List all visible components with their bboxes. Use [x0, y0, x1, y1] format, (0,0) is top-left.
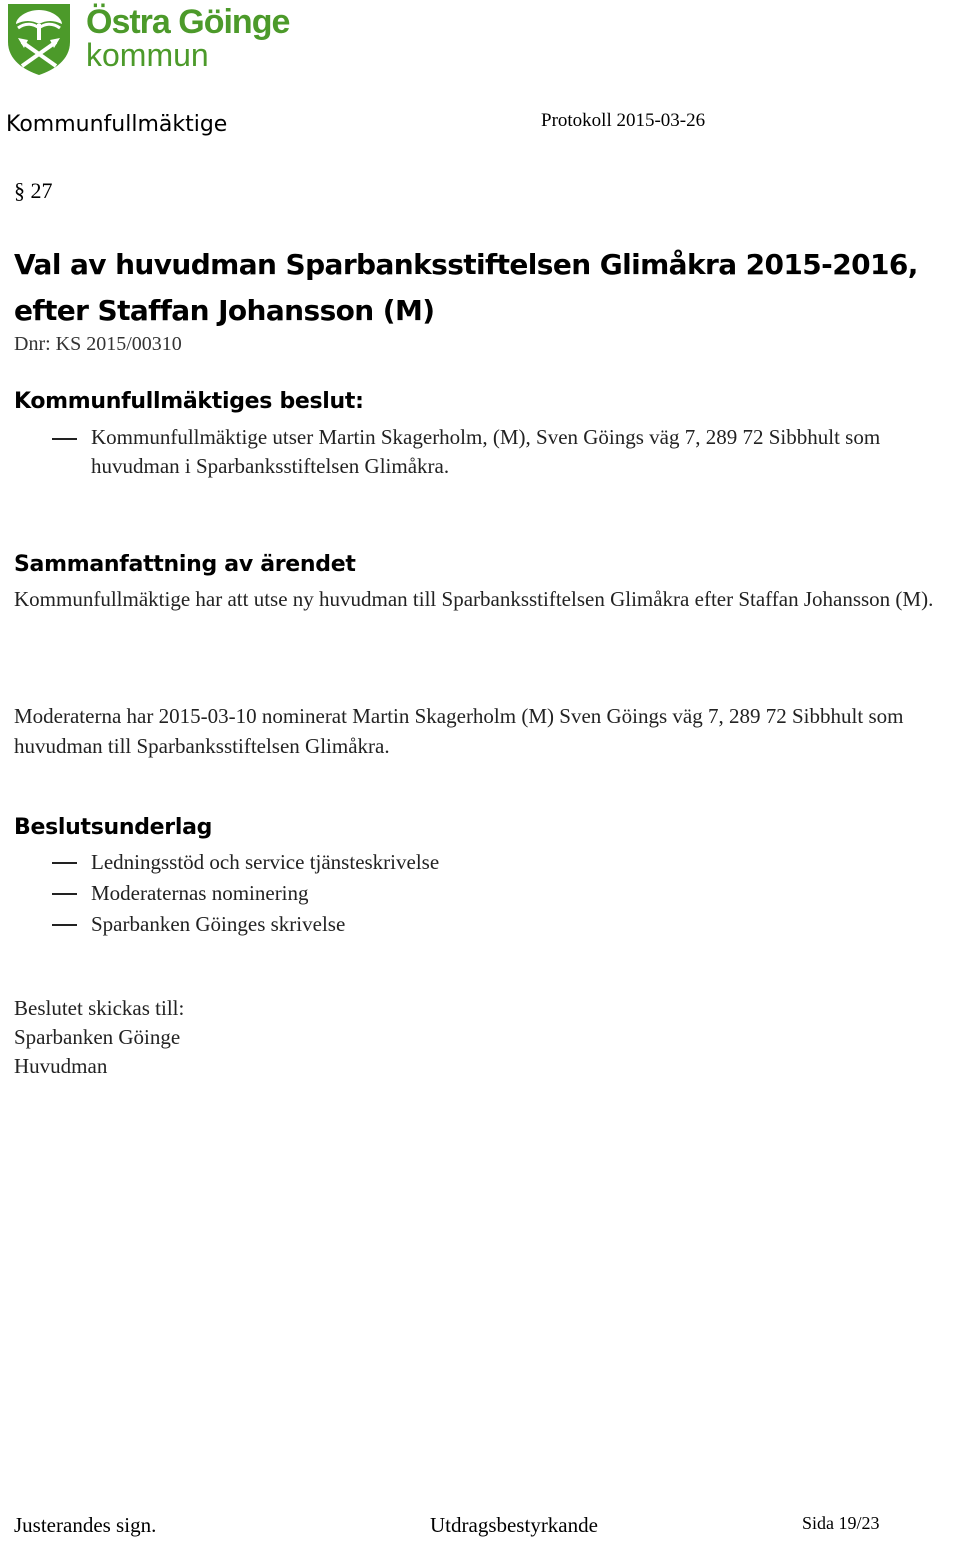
basis-item-text: Moderaternas nominering	[91, 881, 309, 905]
logo-name: Östra Göinge	[86, 3, 290, 41]
coat-of-arms-icon	[6, 2, 72, 76]
basis-heading: Beslutsunderlag	[14, 815, 213, 840]
basis-item-text: Ledningsstöd och service tjänsteskrivelse	[91, 850, 440, 874]
summary-heading: Sammanfattning av ärendet	[14, 552, 356, 577]
case-number: Dnr: KS 2015/00310	[14, 333, 182, 355]
dash-bullet-icon	[52, 924, 77, 926]
footer-page-number: Sida 19/23	[802, 1513, 880, 1533]
list-item	[14, 423, 944, 481]
list-item	[14, 909, 914, 940]
summary-paragraph-1: Kommunfullmäktige har att utse ny huvudman till Sparbanksstiftelsen Glimåkra efter Staffan Johansson (M).	[14, 587, 934, 611]
dash-bullet-icon	[52, 862, 77, 864]
logo-subtitle: kommun	[86, 37, 209, 73]
header-body-name: Kommunfullmäktige	[6, 112, 228, 137]
decision-text: Kommunfullmäktige utser Martin Skagerholm, (M), Sven Göings väg 7, 289 72 Sibbhult som huvudman i Sparbanksstiftelsen Glimåkra.	[91, 425, 881, 478]
recipient: Sparbanken Göinge	[14, 1025, 181, 1049]
dash-bullet-icon	[52, 893, 77, 895]
paragraph-number: § 27	[14, 178, 53, 203]
page-title: Val av huvudman Sparbanksstiftelsen Glimåkra 2015-2016, efter Staffan Johansson (M)	[14, 248, 918, 327]
summary-paragraph-2: Moderaterna har 2015-03-10 nominerat Martin Skagerholm (M) Sven Göings väg 7, 289 72 Sibbhult som huvudman till Sparbanksstiftelsen Glimåkra.	[14, 704, 904, 758]
sent-to-heading: Beslutet skickas till:	[14, 996, 185, 1020]
municipality-logo	[6, 2, 306, 78]
header-protocol-date: Protokoll 2015-03-26	[541, 110, 706, 131]
footer-signature-label: Justerandes sign.	[14, 1513, 157, 1537]
footer-certification-label: Utdragsbestyrkande	[430, 1513, 598, 1537]
decision-list	[14, 423, 944, 481]
dash-bullet-icon	[52, 438, 77, 440]
basis-list	[14, 847, 914, 940]
basis-item-text: Sparbanken Göinges skrivelse	[91, 912, 346, 936]
recipient: Huvudman	[14, 1054, 108, 1078]
list-item	[14, 878, 914, 909]
list-item	[14, 847, 914, 878]
decision-heading: Kommunfullmäktiges beslut:	[14, 389, 364, 414]
